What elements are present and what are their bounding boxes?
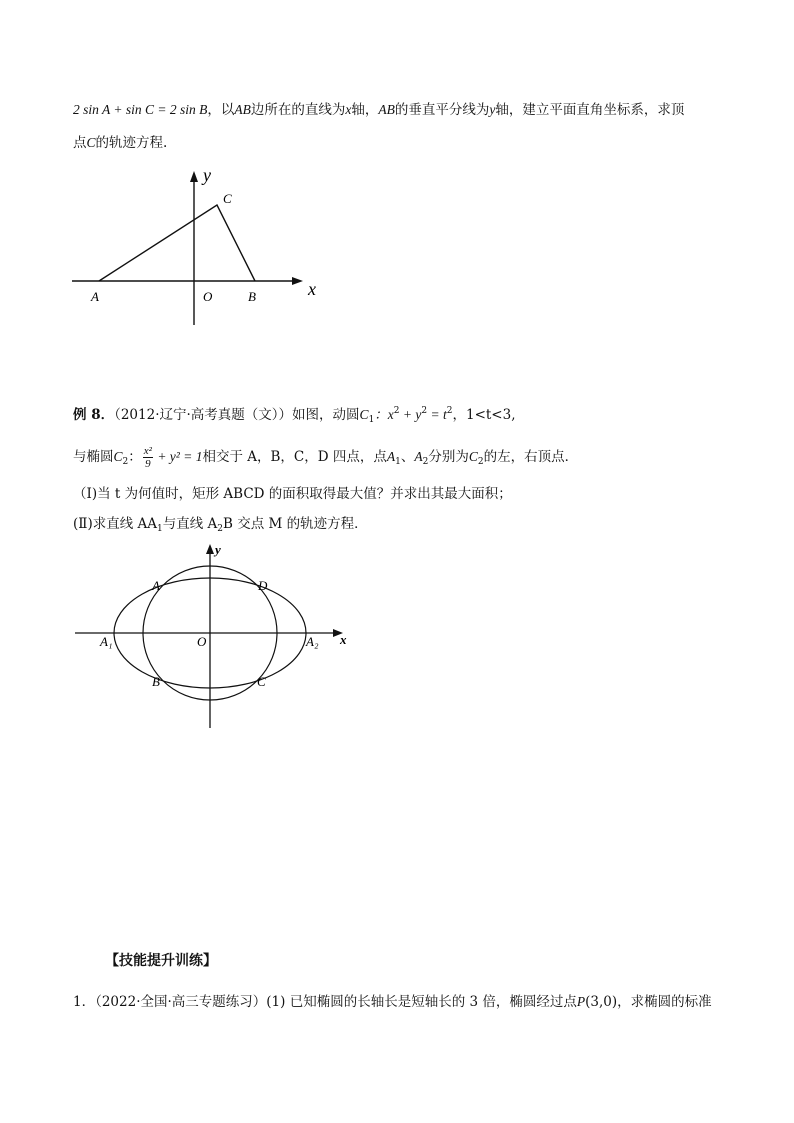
problem-line-1 bbox=[73, 101, 684, 119]
frac-den: 9 bbox=[145, 458, 151, 470]
subscript: 1 bbox=[157, 524, 163, 534]
label-d: D bbox=[258, 578, 268, 593]
label-b: B bbox=[152, 674, 160, 689]
var-a1: A bbox=[386, 449, 396, 464]
label-y: y bbox=[215, 542, 221, 557]
text-seg: ： bbox=[128, 449, 142, 465]
text-seg: 与椭圆 bbox=[73, 449, 114, 465]
var-x: x bbox=[345, 102, 352, 117]
eq-seg: + y bbox=[399, 407, 422, 422]
text-seg: 的垂直平分线为 bbox=[394, 102, 490, 118]
label-c: C bbox=[257, 674, 266, 689]
example-label: 例 8． bbox=[73, 407, 115, 423]
text-seg: 的轨迹方程. bbox=[95, 135, 168, 151]
text-seg: ，求椭圆的标准 bbox=[617, 994, 712, 1010]
superscript: 2 bbox=[393, 406, 400, 416]
var-ab: AB bbox=[234, 102, 251, 117]
label-c: C bbox=[223, 191, 232, 206]
label-o: O bbox=[197, 634, 207, 649]
text-seg: 的左，右顶点． bbox=[483, 449, 579, 465]
label-x: x bbox=[308, 279, 316, 299]
example8-q1 bbox=[73, 485, 512, 503]
eq-seg: = t bbox=[427, 407, 447, 422]
x-axis-arrow bbox=[292, 277, 303, 285]
label-x: x bbox=[340, 632, 347, 647]
var-c2: C bbox=[468, 449, 478, 464]
superscript: 2 bbox=[446, 406, 453, 416]
text-seg: ，以 bbox=[207, 102, 235, 118]
superscript: 2 bbox=[421, 406, 428, 416]
subscript: 1 bbox=[395, 457, 401, 467]
subscript: 1 bbox=[368, 415, 375, 425]
label-o: O bbox=[203, 289, 213, 304]
example8-q2 bbox=[73, 515, 368, 538]
text-seg: 点 bbox=[73, 135, 87, 151]
y-axis-arrow bbox=[190, 171, 198, 182]
label-a1: A₁ bbox=[100, 634, 113, 649]
circle-ellipse-figure bbox=[70, 540, 360, 730]
subscript: 2 bbox=[477, 457, 484, 467]
equation-sin: 2 sin A + sin C = 2 sin B bbox=[73, 102, 208, 117]
subscript: 2 bbox=[122, 457, 129, 467]
label-a: A bbox=[152, 578, 160, 593]
text-seg: 与直线 A bbox=[162, 516, 218, 532]
text-seg: 1．（2022·全国·高三专题练习）(1) 已知椭圆的长轴长是短轴长的 3 倍，椭圆经过点 bbox=[73, 994, 577, 1010]
var-p: P bbox=[576, 994, 586, 1009]
fraction bbox=[143, 445, 153, 470]
text-seg: 轴， bbox=[351, 102, 379, 118]
var-ab: AB bbox=[378, 102, 395, 117]
var-a2: A bbox=[414, 449, 423, 464]
label-b: B bbox=[248, 289, 256, 304]
triangle-figure bbox=[70, 165, 330, 330]
text-seg: 轴，建立平面直角坐标系，求顶 bbox=[495, 102, 685, 118]
var-c: C bbox=[86, 135, 96, 150]
text-seg: (Ⅱ)求直线 AA bbox=[73, 516, 157, 532]
text-seg: ，1<t<3, bbox=[452, 407, 516, 423]
frac-num: x² bbox=[143, 445, 152, 457]
var-y: y bbox=[489, 102, 496, 117]
training-item-1 bbox=[73, 993, 712, 1011]
var-c1: C bbox=[359, 407, 369, 422]
text-seg: 相交于 A，B，C，D 四点，点 bbox=[202, 449, 387, 465]
text-seg: 、 bbox=[400, 449, 415, 465]
example8-line-2 bbox=[73, 444, 578, 475]
question-1: （Ⅰ)当 t 为何值时，矩形 ABCD 的面积取得最大值？并求出其最大面积； bbox=[73, 486, 512, 502]
example8-line-1 bbox=[73, 402, 516, 429]
text-seg: 边所在的直线为 bbox=[250, 102, 346, 118]
var-c2: C bbox=[113, 449, 123, 464]
eq-seg: ：x bbox=[374, 407, 394, 422]
text-seg: 分别为 bbox=[428, 449, 469, 465]
y-axis-arrow bbox=[206, 544, 214, 554]
problem-line-2 bbox=[73, 134, 167, 152]
label-a: A bbox=[91, 289, 99, 304]
subscript: 2 bbox=[422, 457, 429, 467]
heading-text: 【技能提升训练】 bbox=[105, 953, 217, 969]
label-a2: A₂ bbox=[306, 634, 319, 649]
text-seg: （2012·辽宁·高考真题（文））如图，动圆 bbox=[114, 407, 360, 423]
coord: (3,0) bbox=[585, 994, 618, 1010]
eq-seg: + y² = 1 bbox=[153, 449, 203, 464]
label-y: y bbox=[203, 165, 211, 185]
section-heading bbox=[105, 952, 217, 970]
subscript: 2 bbox=[217, 524, 224, 534]
triangle-abc bbox=[99, 205, 255, 281]
text-seg: B 交点 M 的轨迹方程． bbox=[223, 516, 368, 532]
